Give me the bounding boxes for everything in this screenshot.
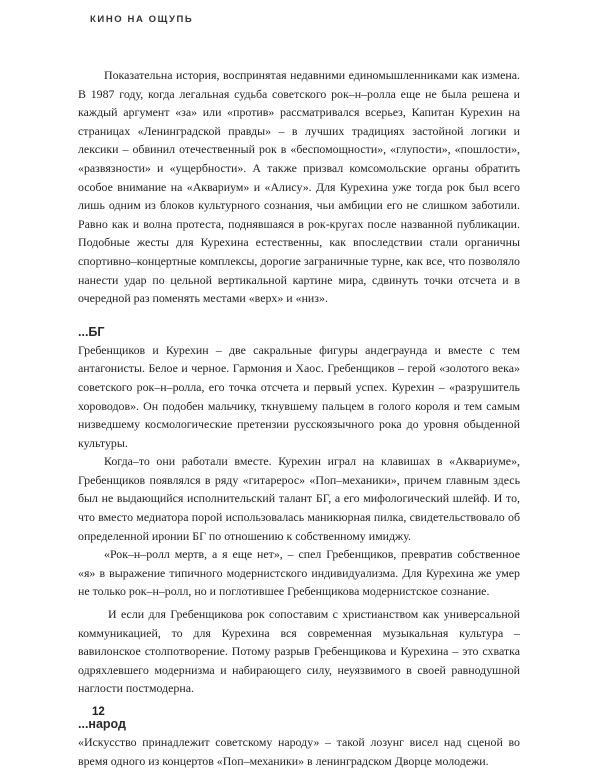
paragraph-bg-3: «Рок–н–ролл мертв, а я еще нет», – спел Гребенщиков, превратив собственное «я» в выражение типичного модернистского индивидуализма. Для Курехина же умер не только рок–н–ролл, но и поглотившее Гребенщикова модернистское сознание.: [78, 547, 520, 599]
body-text: [78, 66, 520, 770]
page-number: 12: [92, 706, 105, 718]
section-heading-narod: ...народ: [78, 717, 126, 731]
paragraph-bg-2: Когда–то они работали вместе. Курехин играл на клавишах в «Аквариуме», Гребенщиков появлялся в ряду «гитарерос» «Поп–механики», причем главным здесь был не выдающийся исполнительский талант БГ, а его мифологический шлейф. И то, что вместо медиатора порой использовалась маникюрная пилка, свидетельствовало об определенной иронии БГ по отношению к собственному имиджу.: [78, 454, 520, 543]
paragraph-intro: Показательна история, воспринятая недавними единомышленниками как измена. В 1987 году, когда легальная судьба советского рок–н–ролла еще не была решена и каждый аргумент «за» или «против» рассматривался всерьез, Капитан Курехин на страницах «Ленинградской правды» – в лучших традициях застойной логики и лексики – обвинил отечественный рок в «беспомощности», «глупости», «пошлости», «развязности» и «ущербности». А также призвал комсомольские органы обратить особое внимание на «Аквариум» и «Алису». Для Курехина уже тогда рок был всего лишь одним из блоков культурного сознания, чьи амбиции его не слишком заботили. Равно как и волна протеста, поднявшаяся в рок-кругах после названной публикации. Подобные жесты для Курехина естественны, как впоследствии стали органичны спортивно–концертные комплексы, дорогие заграничные турне, как все, что позволяло нанести удар по цельной вертикальной картине мира, сдвинуть точки отсчета и в очередной раз поменять местами «верх» и «низ».: [78, 68, 520, 306]
paragraph-bg-1: Гребенщиков и Курехин – две сакральные фигуры андеграунда и вместе с тем антагонисты. Белое и черное. Гармония и Хаос. Гребенщиков – герой «золотого века» советского рок–н–ролла, его точка отсчета и первый успех. Курехин – «разрушитель хороводов». Он подобен мальчику, ткнувшему пальцем в голого короля и тем самым низведшему космологические претензии русскоязычного рока до уровня обыденной культуры.: [78, 342, 520, 450]
paragraph-bg-4: И если для Гребенщикова рок сопоставим с христианством как универсальной коммуникацией, то для Курехина вся современная музыкальная культура – вавилонское столпотворение. Потому разрыв Гребенщикова и Курехина – это схватка одряхлевшего модернизма и набирающего силу, неуязвимого в своей равнодушной наглости постмодерна.: [78, 607, 520, 696]
running-head: КИНО НА ОЩУПЬ: [90, 14, 194, 25]
section-heading-bg: ...БГ: [78, 324, 105, 339]
paragraph-narod-1: «Искусство принадлежит советскому народу» – такой лозунг висел над сценой во время одного из концертов «Поп–механики» в ленинградском Дворце молодежи.: [78, 735, 520, 768]
